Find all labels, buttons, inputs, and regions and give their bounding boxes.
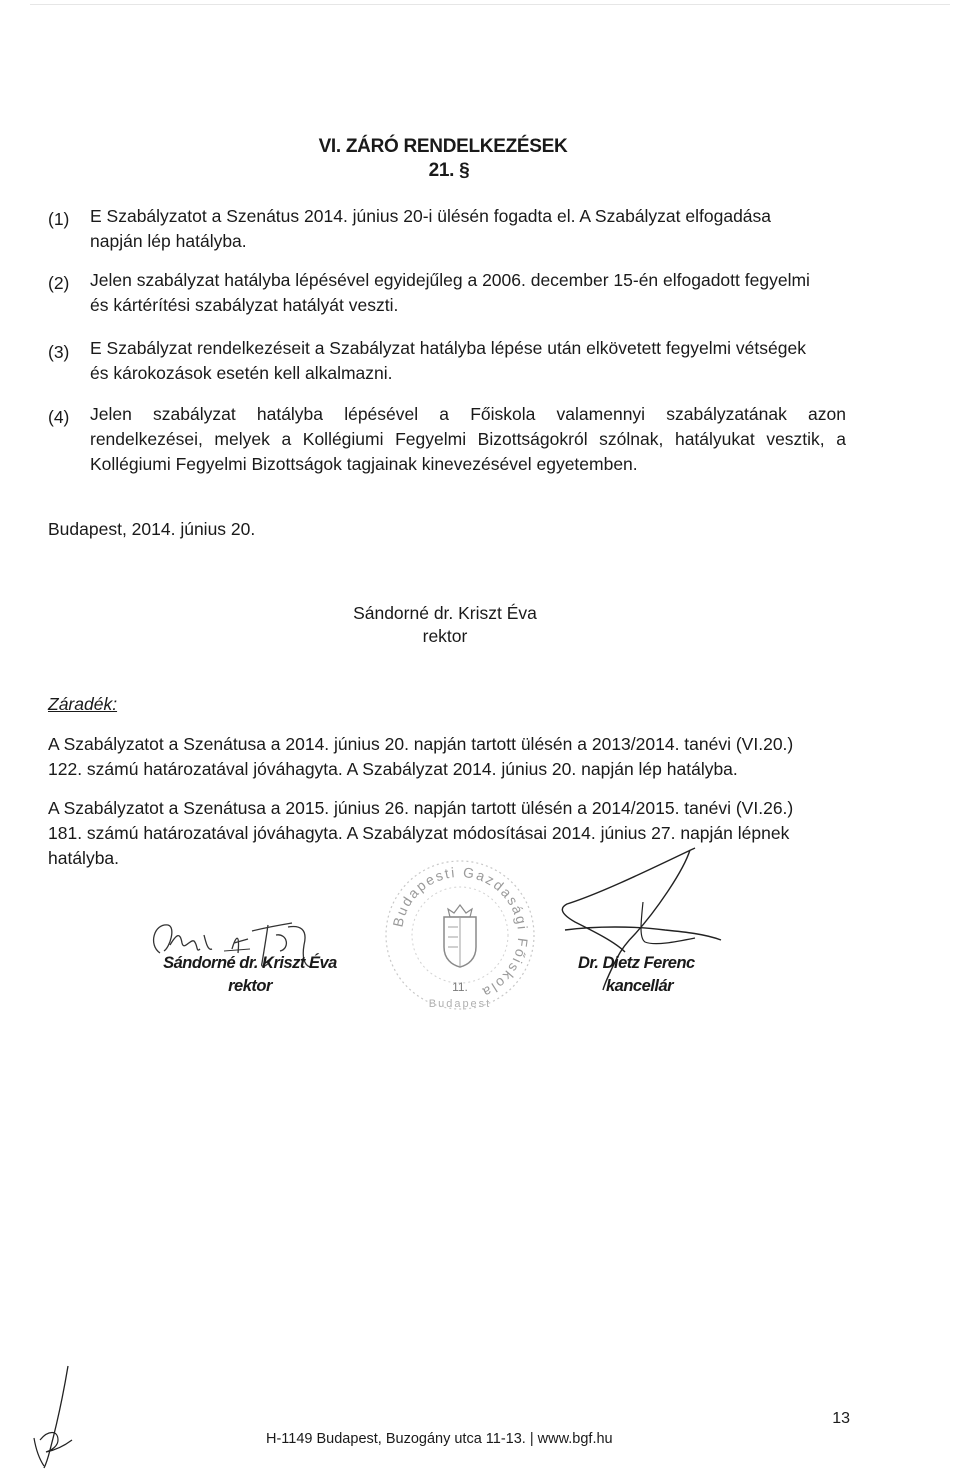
paragraph-3: [90, 336, 846, 386]
chapter-title: VI. ZÁRÓ RENDELKEZÉSEK: [318, 136, 568, 157]
paragraph-line: Kollégiumi Fegyelmi Bizottságok tagjainak kinevezésével egyetemben.: [90, 454, 638, 474]
signature-left-name: Sándorné dr. Kriszt Éva: [163, 954, 337, 972]
paragraph-number: (1): [48, 209, 70, 229]
clause-line: hatályba.: [48, 848, 120, 868]
clause-line: 122. számú határozatával jóváhagyta. A Szabályzat 2014. június 20. napján lép hatályba.: [48, 759, 738, 779]
paragraph-line: és kártérítési szabályzat hatályát veszti.: [90, 295, 399, 315]
stamp-bottom-text: Budapest: [428, 998, 492, 1010]
coat-of-arms-icon: [444, 905, 476, 967]
place-date: Budapest, 2014. június 20.: [48, 519, 256, 539]
clause-line: A Szabályzatot a Szenátusa a 2014. június 20. napján tartott ülésén a 2013/2014. tanévi (VI.20.): [48, 734, 794, 754]
signature-left-title: rektor: [228, 977, 272, 995]
paragraph-number: (3): [48, 342, 70, 362]
section-title: 21. §: [428, 160, 470, 181]
stamp-number: 11.: [452, 980, 468, 994]
signature-right-title: kancellár: [606, 977, 674, 995]
clause-line: A Szabályzatot a Szenátusa a 2015. június 26. napján tartott ülésén a 2014/2015. tanévi (VI.26.): [48, 798, 794, 818]
page-number: 13: [832, 1410, 850, 1427]
paragraph-line: E Szabályzatot a Szenátus 2014. június 20-i ülésén fogadta el. A Szabályzat elfogadása: [90, 206, 772, 226]
paragraph-line: Jelen szabályzat hatályba lépésével egyidejűleg a 2006. december 15-én elfogadott fegyelmi: [90, 270, 810, 290]
paragraph-line: Jelen szabályzat hatályba lépésével a Főiskola valamennyi szabályzatának azon: [90, 404, 846, 424]
clause-1: [48, 732, 868, 782]
top-rule: [30, 4, 950, 5]
clause-line: 181. számú határozatával jóváhagyta. A Szabályzat módosításai 2014. június 27. napján lépnek: [48, 823, 790, 843]
handwritten-initials: [28, 1360, 88, 1470]
paragraph-number: (4): [48, 407, 70, 427]
paragraph-number: (2): [48, 273, 70, 293]
clause-heading: Záradék:: [48, 694, 118, 714]
paragraph-line: napján lép hatályba.: [90, 231, 247, 251]
paragraph-line: rendelkezései, melyek a Kollégiumi Fegyelmi Bizottságokról szólnak, hatályukat vesztik, a: [90, 429, 846, 449]
paragraph-line: E Szabályzat rendelkezéseit a Szabályzat hatályba lépése után elkövetett fegyelmi vétségek: [90, 338, 806, 358]
paragraph-line: és károkozások esetén kell alkalmazni.: [90, 363, 393, 383]
paragraph-1: [90, 204, 846, 254]
stamp-ring-text: Budapesti Gazdasági Főiskola: [389, 863, 532, 1002]
signature-right-name: Dr. Dietz Ferenc: [578, 954, 695, 972]
signatory-title: rektor: [422, 626, 468, 646]
paragraph-4: [90, 402, 846, 477]
official-stamp: [380, 855, 540, 1015]
paragraph-2: [90, 268, 846, 318]
signatory-name: Sándorné dr. Kriszt Éva: [353, 603, 537, 623]
footer-address: H-1149 Budapest, Buzogány utca 11-13. | www.bgf.hu: [266, 1431, 613, 1447]
